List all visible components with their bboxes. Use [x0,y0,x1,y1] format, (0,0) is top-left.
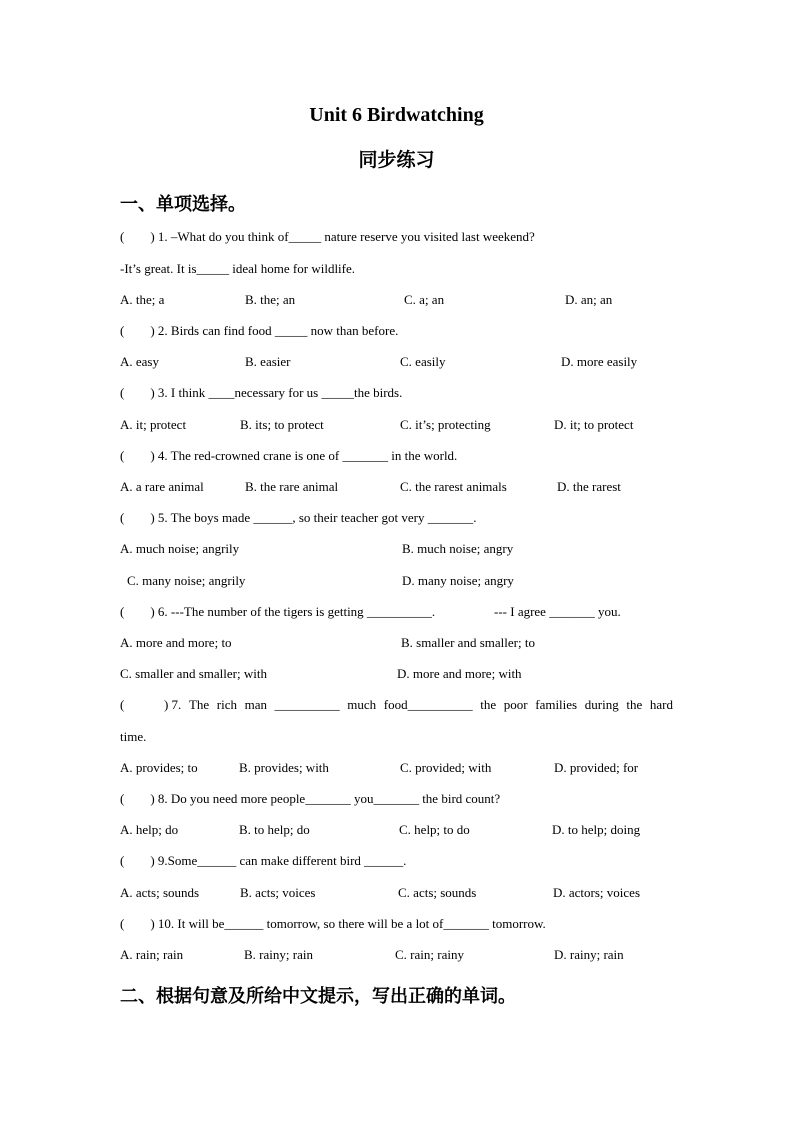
question-6-stem-reply: --- I agree _______ you. [494,604,621,619]
q7-word: The [188,697,210,712]
q7-word: man [244,697,268,712]
question-10-option-b: B. rainy; rain [244,947,313,962]
question-3-option-d: D. it; to protect [554,417,634,432]
question-6-stem: ( ) 6. ---The number of the tigers is getting __________. [120,604,436,619]
question-9-option-b: B. acts; voices [240,885,316,900]
question-9-stem: ( ) 9.Some______ can make different bird ______. [120,853,407,868]
question-10-stem: ( ) 10. It will be______ tomorrow, so there will be a lot of_______ tomorrow. [120,916,546,931]
question-4-option-c: C. the rarest animals [400,479,507,494]
question-6-option-c: C. smaller and smaller; with [120,666,267,681]
question-8-stem: ( ) 8. Do you need more people_______ you_______ the bird count? [120,791,501,806]
q7-word: __________ [274,697,340,712]
question-8-option-a: A. help; do [120,822,179,837]
question-1-stem-continued: -It’s great. It is_____ ideal home for wildlife. [120,261,356,276]
question-5-option-a: A. much noise; angrily [120,541,240,556]
question-4-stem: ( ) 4. The red-crowned crane is one of _______ in the world. [120,448,458,463]
question-9-option-a: A. acts; sounds [120,885,200,900]
question-7-stem [120,697,673,713]
question-6-option-b: B. smaller and smaller; to [401,635,535,650]
question-3-option-a: A. it; protect [120,417,187,432]
question-2-option-d: D. more easily [561,354,638,369]
question-7-option-c: C. provided; with [400,760,492,775]
question-5-option-b: B. much noise; angry [402,541,514,556]
q7-word: the [626,697,643,712]
question-1-option-a: A. the; a [120,292,165,307]
q7-word: much [347,697,377,712]
q7-word: food__________ [383,697,473,712]
section-heading-multiple-choice: 一、单项选择。 [120,194,246,215]
q7-word: poor [503,697,528,712]
question-7-option-a: A. provides; to [120,760,198,775]
q7-word: families [535,697,578,712]
q7-word: the [480,697,497,712]
question-1-option-b: B. the; an [245,292,296,307]
question-9-option-d: D. actors; voices [553,885,641,900]
question-6-option-d: D. more and more; with [397,666,522,681]
question-1-option-c: C. a; an [404,292,445,307]
question-4-option-a: A. a rare animal [120,479,204,494]
question-5-option-d: D. many noise; angry [402,573,514,588]
section-heading-fill-in-words: 二、根据句意及所给中文提示，写出正确的单词。 [120,986,516,1007]
question-3-option-b: B. its; to protect [240,417,324,432]
question-7-stem-continued: time. [120,729,147,744]
question-2-stem: ( ) 2. Birds can find food _____ now than before. [120,323,399,338]
question-8-option-b: B. to help; do [239,822,310,837]
question-8-option-c: C. help; to do [399,822,470,837]
question-9-option-c: C. acts; sounds [398,885,477,900]
q7-word: hard [649,697,673,712]
q7-word: ) 7. [163,697,182,712]
question-3-option-c: C. it’s; protecting [400,417,491,432]
question-1-stem: ( ) 1. –What do you think of_____ nature reserve you visited last weekend? [120,229,535,244]
question-1-option-d: D. an; an [565,292,613,307]
question-2-option-c: C. easily [400,354,446,369]
question-5-stem: ( ) 5. The boys made ______, so their teacher got very _______. [120,510,477,525]
q7-word: rich [216,697,237,712]
q7-word: ( [120,697,125,712]
question-7-option-b: B. provides; with [239,760,329,775]
question-10-option-c: C. rain; rainy [395,947,464,962]
question-7-option-d: D. provided; for [554,760,639,775]
page-title: Unit 6 Birdwatching [309,104,484,126]
question-10-option-d: D. rainy; rain [554,947,624,962]
question-2-option-b: B. easier [245,354,291,369]
question-8-option-d: D. to help; doing [552,822,641,837]
page-subtitle: 同步练习 [358,149,435,171]
question-4-option-d: D. the rarest [557,479,621,494]
question-10-option-a: A. rain; rain [120,947,184,962]
question-6-option-a: A. more and more; to [120,635,232,650]
question-4-option-b: B. the rare animal [245,479,339,494]
question-5-option-c: C. many noise; angrily [127,573,246,588]
question-2-option-a: A. easy [120,354,159,369]
q7-word: during [584,697,619,712]
question-3-stem: ( ) 3. I think ____necessary for us _____the birds. [120,385,403,400]
